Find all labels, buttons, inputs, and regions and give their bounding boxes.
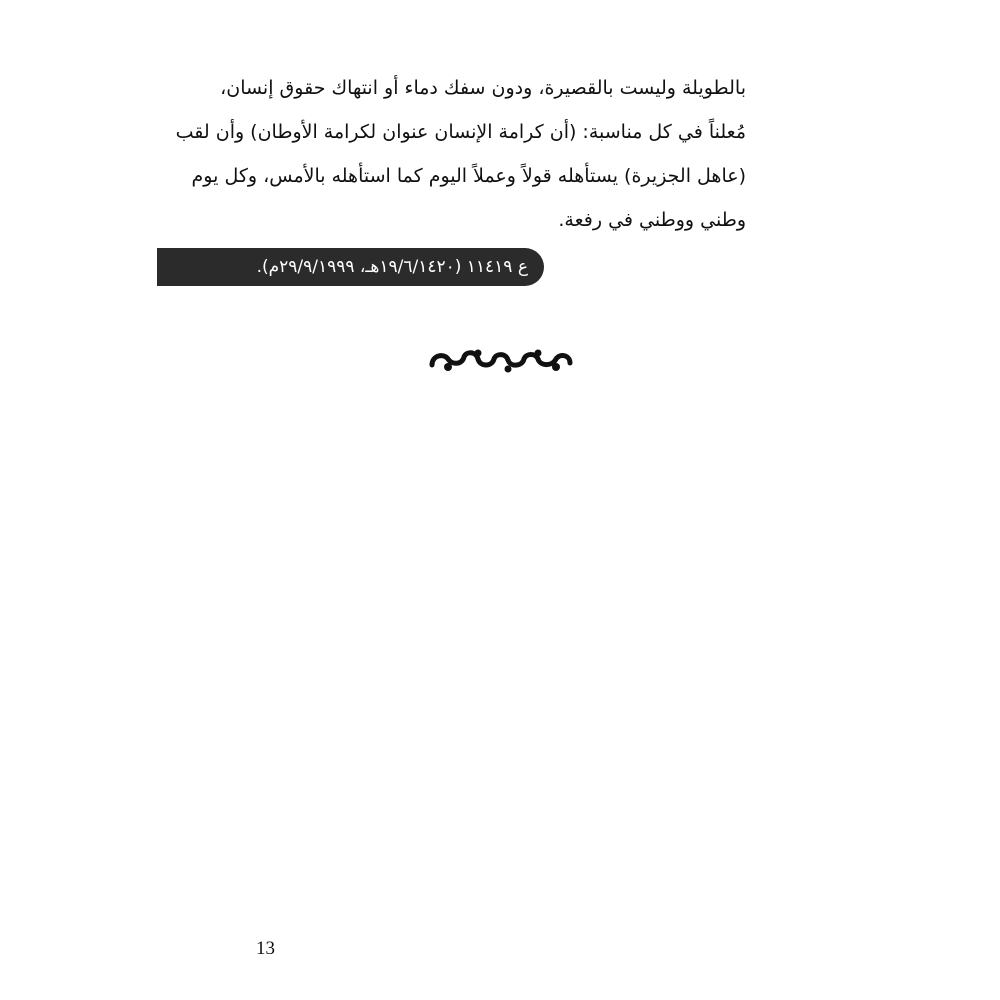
reference-bar: [157, 248, 544, 286]
reference-text: ع ١١٤١٩ (١٩/٦/١٤٢٠هـ، ٢٩/٩/١٩٩٩م).: [256, 257, 528, 277]
body-line: مُعلناً في كل مناسبة: (أن كرامة الإنسان عنوان لكرامة الأوطان) وأن لقب: [175, 121, 746, 143]
body-line: بالطويلة وليست بالقصيرة، ودون سفك دماء أو انتهاك حقوق إنسان،: [220, 77, 746, 99]
body-line: وطني ووطني في رفعة.: [558, 209, 746, 231]
page-number: 13: [256, 938, 275, 959]
decorative-divider-icon: [426, 345, 576, 375]
body-paragraph: [175, 66, 746, 242]
body-line: (عاهل الجزيرة) يستأهله قولاً وعملاً اليوم كما استأهله بالأمس، وكل يوم: [191, 165, 746, 187]
